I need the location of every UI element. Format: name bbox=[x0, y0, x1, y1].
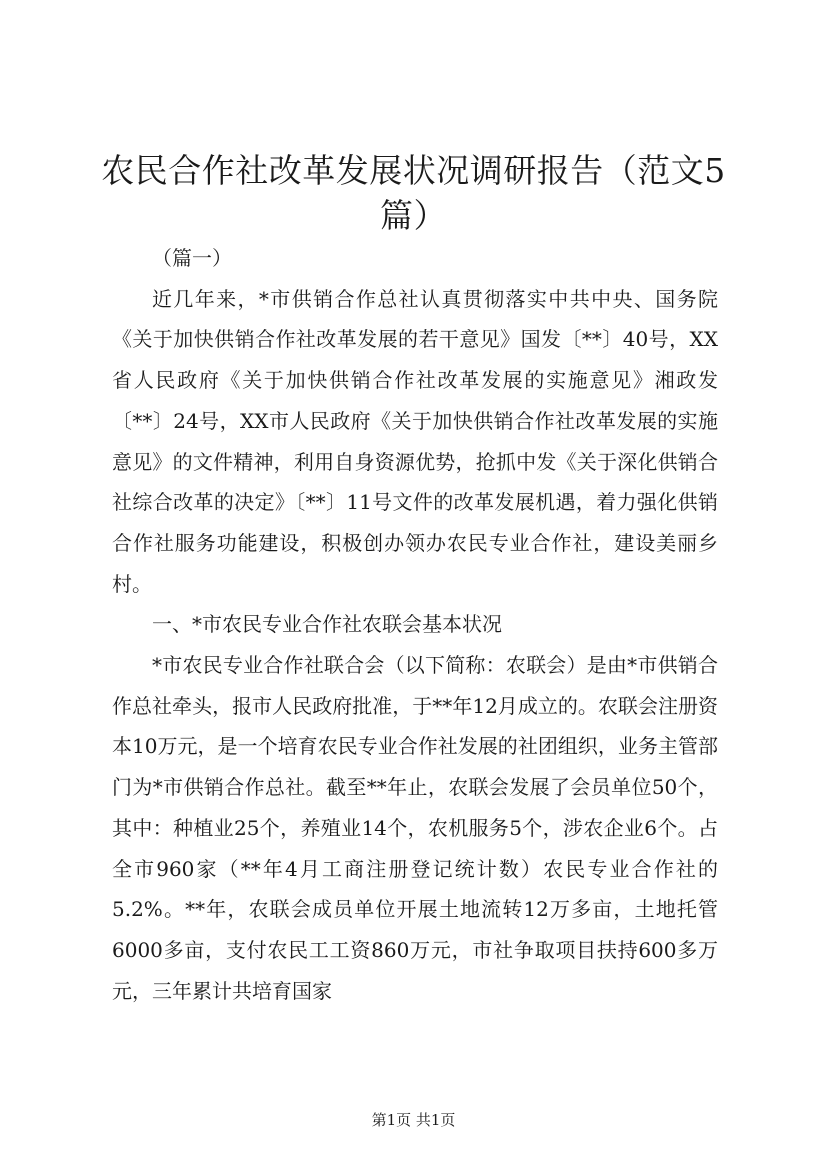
section-paragraph: *市农民专业合作社联合会（以下简称：农联会）是由*市供销合作总社牵头，报市人民政府批准，于**年12月成立的。农联会注册资本10万元，是一个培育农民专业合作社发展的社团组织，业务主管部门为*市供销合作总社。截至**年止，农联会发展了会员单位50个，其中：种植业25个，养殖业14个，农机服务5个，涉农企业6个。占全市960家（**年4月工商注册登记统计数）农民专业合作社的5.2%。**年，农联会成员单位开展土地流转12万多亩，土地托管6000多亩，支付农民工工资860万元，市社争取项目扶持600多万元，三年累计共培育国家 bbox=[112, 653, 718, 1003]
page-footer: 第1页 共1页 bbox=[371, 1111, 456, 1129]
part-label: （篇一） bbox=[152, 246, 232, 270]
intro-paragraph: 近几年来，*市供销合作总社认真贯彻落实中共中央、国务院《关于加快供销合作社改革发展的若干意见》国发〔**〕40号，XX省人民政府《关于加快供销合作社改革发展的实施意见》湘政发〔**〕24号，XX市人民政府《关于加快供销合作社改革发展的实施意见》的文件精神，利用自身资源优势，抢抓中发《关于深化供销合社综合改革的决定》〔**〕11号文件的改革发展机遇，着力强化供销合作社服务功能建设，积极创办领办农民专业合作社，建设美丽乡村。 bbox=[112, 286, 718, 596]
document-body bbox=[112, 238, 718, 1011]
document-title: 农民合作社改革发展状况调研报告（范文5篇） bbox=[101, 151, 726, 235]
section-heading: 一、*市农民专业合作社农联会基本状况 bbox=[152, 612, 502, 637]
